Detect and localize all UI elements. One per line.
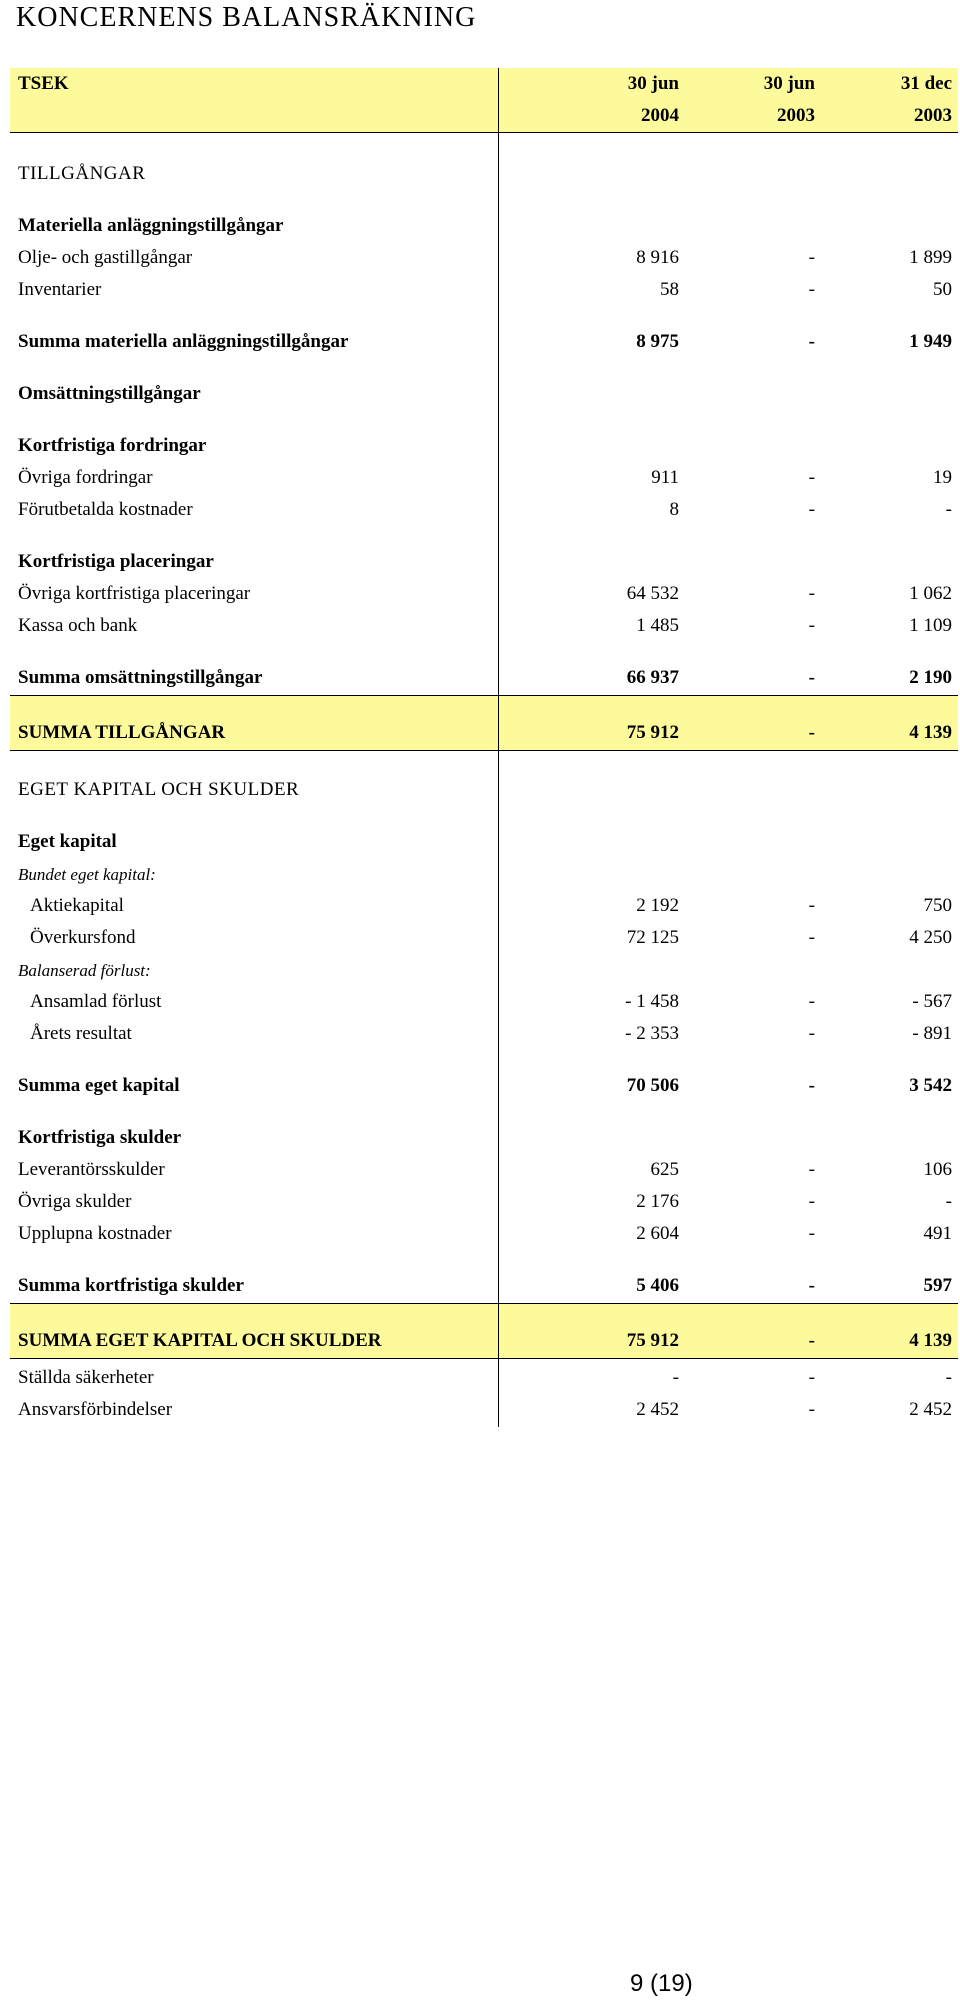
table-row	[10, 133, 958, 191]
row-value-3: 4 250	[909, 927, 952, 948]
table-row	[10, 1187, 958, 1219]
balance-sheet-table	[10, 68, 958, 1427]
table-row	[10, 643, 958, 695]
row-value-2: -	[808, 499, 815, 520]
header-year-2: 2003	[777, 105, 815, 126]
row-value-2: -	[808, 1399, 815, 1420]
row-label: Kortfristiga placeringar	[10, 527, 499, 579]
row-label: Inventarier	[10, 275, 499, 307]
row-value-1: 5 406	[636, 1275, 679, 1296]
table-row	[10, 1219, 958, 1251]
table-row	[10, 307, 958, 359]
row-value-2: -	[808, 991, 815, 1012]
header-row-bottom	[10, 100, 958, 132]
header-col-2: 30 jun	[763, 73, 815, 94]
row-value-1: -	[672, 1367, 679, 1388]
row-value-2: -	[808, 1191, 815, 1212]
row-label: TILLGÅNGAR	[10, 133, 499, 191]
row-value-3: 3 542	[909, 1075, 952, 1096]
row-value-1: - 2 353	[625, 1023, 679, 1044]
table-row	[10, 1103, 958, 1155]
table-row	[10, 463, 958, 495]
page-number: 9 (19)	[630, 1970, 693, 1997]
row-value-1: 8 916	[636, 247, 679, 268]
table-row	[10, 411, 958, 463]
row-value-3: 1 899	[909, 247, 952, 268]
row-value-2: -	[808, 1330, 815, 1351]
row-label: Bundet eget kapital:	[10, 859, 499, 891]
row-value-2: -	[808, 331, 815, 352]
row-label: Förutbetalda kostnader	[10, 495, 499, 527]
row-label: Summa omsättningstillgångar	[10, 643, 499, 695]
row-value-3: - 891	[912, 1023, 952, 1044]
row-value-1: 911	[651, 467, 679, 488]
row-label: Årets resultat	[10, 1019, 499, 1051]
table-row	[10, 1395, 958, 1427]
row-value-2: -	[808, 1367, 815, 1388]
row-value-1: 72 125	[626, 927, 679, 948]
header-year-1: 2004	[641, 105, 679, 126]
row-value-3: 1 949	[909, 331, 952, 352]
row-value-3: 597	[923, 1275, 952, 1296]
row-value-2: -	[808, 615, 815, 636]
row-label: Ansvarsförbindelser	[10, 1395, 499, 1427]
row-value-3: 19	[933, 467, 952, 488]
row-label: Summa materiella anläggningstillgångar	[10, 307, 499, 359]
row-value-3: 1 109	[909, 615, 952, 636]
row-value-1: 8 975	[636, 331, 679, 352]
table-row	[10, 891, 958, 923]
row-label: EGET KAPITAL OCH SKULDER	[10, 751, 499, 807]
table-row	[10, 1251, 958, 1303]
row-value-1: - 1 458	[625, 991, 679, 1012]
table-row	[10, 695, 958, 751]
table-row	[10, 275, 958, 307]
header-col-1: 30 jun	[627, 73, 679, 94]
row-value-2: -	[808, 279, 815, 300]
row-value-3: - 567	[912, 991, 952, 1012]
row-value-3: 1 062	[909, 583, 952, 604]
row-value-1: 75 912	[626, 1330, 679, 1351]
row-label: Summa kortfristiga skulder	[10, 1251, 499, 1303]
row-value-1: 2 176	[636, 1191, 679, 1212]
header-label-empty	[10, 100, 499, 132]
row-label: Aktiekapital	[10, 891, 499, 923]
table-row	[10, 807, 958, 859]
header-year-3: 2003	[914, 105, 952, 126]
table-row	[10, 859, 958, 891]
header-label: TSEK	[10, 68, 499, 100]
table-row	[10, 243, 958, 275]
row-value-3: -	[945, 1367, 952, 1388]
row-value-1: 70 506	[626, 1075, 679, 1096]
row-value-3: 2 190	[909, 667, 952, 688]
row-value-1: 625	[650, 1159, 679, 1180]
row-value-3: -	[945, 1191, 952, 1212]
row-value-1: 75 912	[626, 722, 679, 743]
row-value-3: 106	[923, 1159, 952, 1180]
row-label: Leverantörsskulder	[10, 1155, 499, 1187]
row-label: Materiella anläggningstillgångar	[10, 191, 499, 243]
table-row	[10, 1359, 958, 1395]
table-row	[10, 359, 958, 411]
row-value-2: -	[808, 1075, 815, 1096]
row-label: Ansamlad förlust	[10, 987, 499, 1019]
row-value-2: -	[808, 467, 815, 488]
row-label: Övriga kortfristiga placeringar	[10, 579, 499, 611]
row-value-3: 491	[923, 1223, 952, 1244]
page-title: KONCERNENS BALANSRÄKNING	[16, 2, 477, 33]
header-row-top	[10, 68, 958, 100]
row-value-2: -	[808, 722, 815, 743]
table-row	[10, 923, 958, 955]
row-label: Upplupna kostnader	[10, 1219, 499, 1251]
row-label: Kortfristiga skulder	[10, 1103, 499, 1155]
table-row	[10, 611, 958, 643]
table-header	[10, 68, 958, 133]
table-row	[10, 527, 958, 579]
row-value-1: 2 604	[636, 1223, 679, 1244]
row-value-2: -	[808, 1223, 815, 1244]
table-row	[10, 955, 958, 987]
row-label: Ställda säkerheter	[10, 1359, 499, 1395]
row-label: Omsättningstillgångar	[10, 359, 499, 411]
row-label: Summa eget kapital	[10, 1051, 499, 1103]
table-body	[10, 133, 958, 1427]
table-row	[10, 987, 958, 1019]
header-col-3: 31 dec	[900, 73, 952, 94]
table-row	[10, 1019, 958, 1051]
row-value-3: 4 139	[909, 1330, 952, 1351]
table-row	[10, 751, 958, 807]
table-row	[10, 1155, 958, 1187]
row-value-1: 58	[660, 279, 679, 300]
row-label: Övriga fordringar	[10, 463, 499, 495]
row-label: Balanserad förlust:	[10, 955, 499, 987]
row-label: Kortfristiga fordringar	[10, 411, 499, 463]
row-value-1: 66 937	[626, 667, 679, 688]
row-value-3: 4 139	[909, 722, 952, 743]
row-label: SUMMA EGET KAPITAL OCH SKULDER	[10, 1304, 499, 1358]
row-value-3: -	[945, 499, 952, 520]
row-value-2: -	[808, 667, 815, 688]
row-value-1: 8	[669, 499, 679, 520]
row-value-3: 50	[933, 279, 952, 300]
row-label: SUMMA TILLGÅNGAR	[10, 696, 499, 750]
row-value-3: 750	[923, 895, 952, 916]
row-value-1: 2 192	[636, 895, 679, 916]
row-label: Eget kapital	[10, 807, 499, 859]
row-value-2: -	[808, 895, 815, 916]
row-value-3: 2 452	[909, 1399, 952, 1420]
table-row	[10, 579, 958, 611]
row-label: Olje- och gastillgångar	[10, 243, 499, 275]
row-label: Överkursfond	[10, 923, 499, 955]
table-row	[10, 1051, 958, 1103]
row-label: Kassa och bank	[10, 611, 499, 643]
table-row	[10, 1303, 958, 1359]
row-value-2: -	[808, 247, 815, 268]
table-row	[10, 495, 958, 527]
row-value-1: 2 452	[636, 1399, 679, 1420]
row-value-2: -	[808, 1275, 815, 1296]
row-value-1: 64 532	[626, 583, 679, 604]
row-value-2: -	[808, 927, 815, 948]
row-value-1: 1 485	[636, 615, 679, 636]
row-value-2: -	[808, 583, 815, 604]
row-value-2: -	[808, 1159, 815, 1180]
row-value-2: -	[808, 1023, 815, 1044]
row-label: Övriga skulder	[10, 1187, 499, 1219]
table-row	[10, 191, 958, 243]
